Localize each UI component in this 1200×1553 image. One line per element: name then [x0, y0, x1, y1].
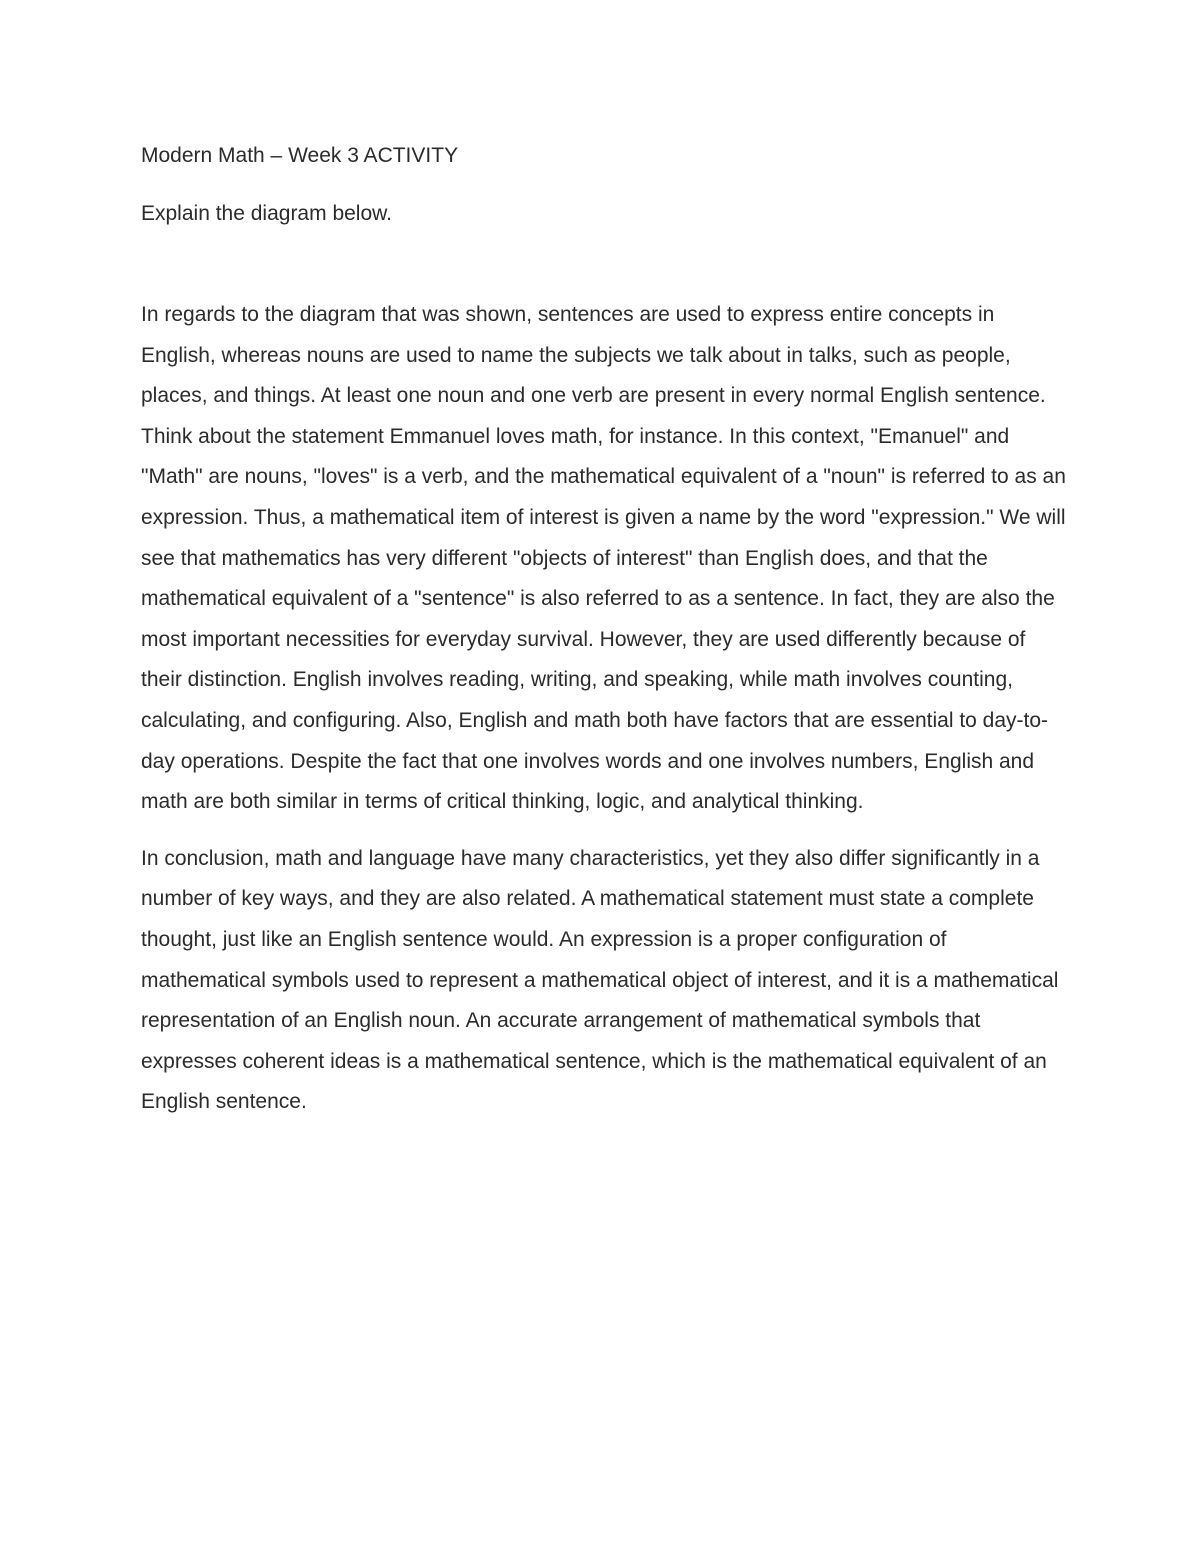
paragraph-body: In regards to the diagram that was shown, sentences are used to express entire concepts in English, whereas nouns are used to name the subjects we talk about in talks, such as people, places, and things. At least one noun and one verb are present in every normal English sentence. Think about the statement Emmanuel loves math, for instance. In this context, "Emanuel" and "Math" are nouns, "loves" is a verb, and the mathematical equivalent of a "noun" is referred to as an expression. Thus, a mathematical item of interest is given a name by the word "expression." We will see that mathematics has very different "objects of interest" than English does, and that the mathematical equivalent of a "sentence" is also referred to as a sentence. In fact, they are also the most important necessities for everyday survival. However, they are used differently because of their distinction. English involves reading, writing, and speaking, while math involves counting, calculating, and configuring. Also, English and math both have factors that are essential to day-to-day operations. Despite the fact that one involves words and one involves numbers, English and math are both similar in terms of critical thinking, logic, and analytical thinking.: [141, 303, 1066, 814]
document-title: Modern Math – Week 3 ACTIVITY: [141, 144, 459, 167]
paragraph-conclusion: In conclusion, math and language have many characteristics, yet they also differ significantly in a number of key ways, and they are also related. A mathematical statement must state a complete thought, just like an English sentence would. An expression is a proper configuration of mathematical symbols used to represent a mathematical object of interest, and it is a mathematical representation of an English noun. An accurate arrangement of mathematical symbols that expresses coherent ideas is a mathematical sentence, which is the mathematical equivalent of an English sentence.: [141, 846, 1059, 1114]
activity-prompt: Explain the diagram below.: [141, 202, 392, 225]
document-body: [141, 142, 1071, 1123]
